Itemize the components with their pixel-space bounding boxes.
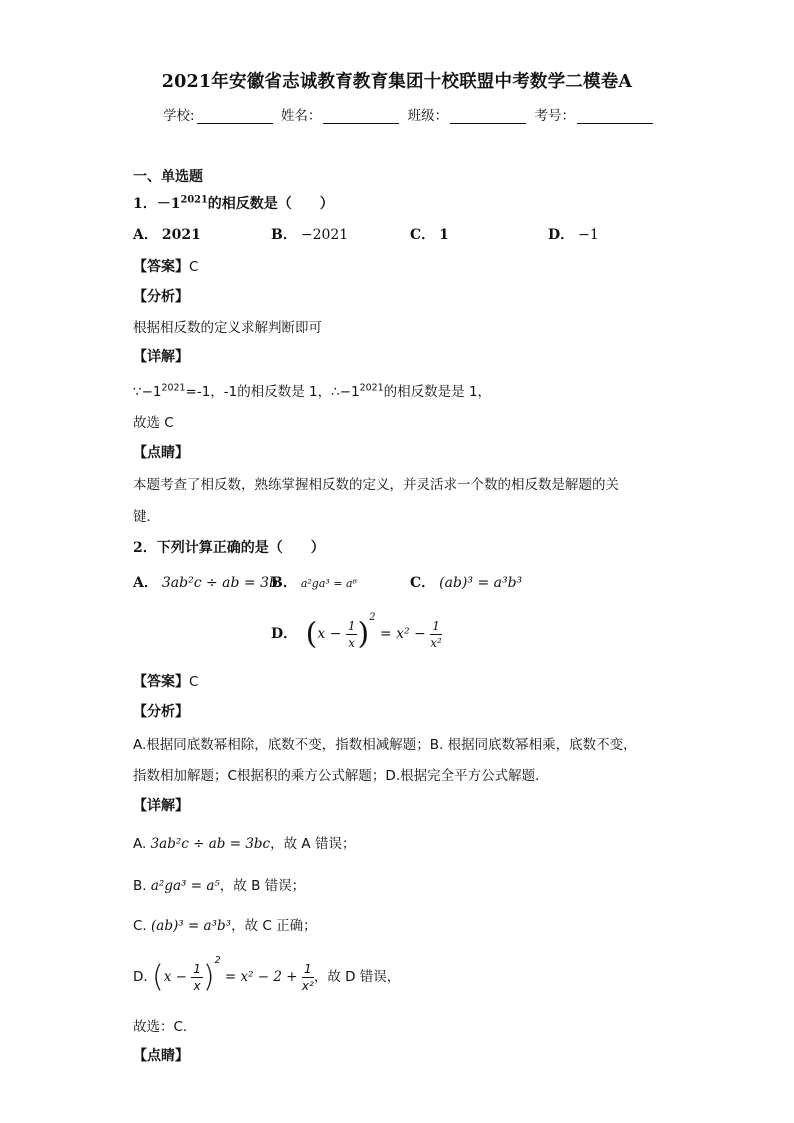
section-heading: 一、单选题 <box>133 169 203 185</box>
denominator: x <box>348 635 356 650</box>
q2-analysis-line-2: 指数相加解题；C根据积的乘方公式解题；D.根据完全平方公式解题． <box>133 768 549 784</box>
stem-exponent: 2021 <box>180 194 208 206</box>
q1-comment-line-2: 键． <box>133 509 160 525</box>
numerator: 1 <box>302 961 314 978</box>
detail-part: =-1，-1的相反数是 1，∴−1 <box>185 384 360 400</box>
name-blank[interactable] <box>323 109 399 124</box>
q2-detail-b <box>133 874 305 894</box>
option-math: 3ab²c ÷ ab = 3b <box>161 575 278 591</box>
class-label: 班级： <box>407 108 449 124</box>
detail-label: C. <box>133 918 147 934</box>
q1-choose: 故选 C <box>133 415 174 431</box>
detail-label: B. <box>133 878 147 894</box>
name-label: 姓名： <box>280 108 322 124</box>
denominator: x² <box>301 978 314 993</box>
detail-math: = x² − 2 + <box>224 969 298 985</box>
answer-tag: 【答案】 <box>133 674 189 690</box>
paren-close: ) <box>357 616 370 652</box>
denominator: x² <box>430 635 442 650</box>
option-math: = x² − <box>379 626 426 642</box>
option-label: B． <box>271 227 297 243</box>
question-number: 2． <box>133 540 157 556</box>
question-1-stem <box>133 193 334 213</box>
detail-math: x − <box>163 969 187 985</box>
paren-open: ( <box>151 959 164 995</box>
denominator: x <box>193 978 201 993</box>
q2-analysis-line-1: A.根据同底数幂相除，底数不变，指数相减解题；B. 根据同底数幂相乘，底数不变， <box>133 737 637 753</box>
q1-comment-line-1: 本题考查了相反数，熟练掌握相反数的定义，并灵活求一个数的相反数是解题的关 <box>133 477 619 493</box>
q2-analysis-tag: 【分析】 <box>133 704 189 720</box>
q2-detail-tag: 【详解】 <box>133 798 189 814</box>
option-label: D． <box>271 626 298 642</box>
option-label: C． <box>410 227 436 243</box>
numerator: 1 <box>432 618 440 633</box>
fraction <box>302 961 314 994</box>
detail-math: (ab)³ = a³b³ <box>151 918 232 934</box>
option-math: a²ga³ = a⁶ <box>300 577 357 590</box>
q1-answer <box>133 256 198 276</box>
detail-label: A. <box>133 836 147 852</box>
detail-text: ，故 C 正确； <box>231 918 317 934</box>
option-label: C． <box>410 575 436 591</box>
detail-math: 3ab²c ÷ ab = 3bc <box>150 836 271 852</box>
fraction <box>430 618 442 651</box>
detail-part: 的相反数是是 1， <box>383 384 492 400</box>
detail-text: ，故 B 错误； <box>219 878 306 894</box>
exam-no-label: 考号： <box>534 108 575 124</box>
q1-detail-tag: 【详解】 <box>133 349 189 365</box>
detail-text: ，故 A 错误； <box>270 836 356 852</box>
option-value: −1 <box>578 227 599 243</box>
option-label: A． <box>133 227 158 243</box>
option-math: (ab)³ = a³b³ <box>439 575 523 591</box>
q2-detail-d: D. (x − $\frac{1}{x}$ )$^2$ = x² − 2 + $\frac{1}{\text{x²}}$ ，故 D 错误， <box>133 955 401 995</box>
question-number: 1． <box>133 196 157 212</box>
school-label: 学校: <box>163 108 195 124</box>
exam-no-blank[interactable] <box>577 109 653 124</box>
option-value: 1 <box>439 227 449 243</box>
paren-open: ( <box>305 616 318 652</box>
q1-analysis-tag: 【分析】 <box>133 289 189 305</box>
class-blank[interactable] <box>450 109 526 124</box>
q1-option-c <box>410 224 453 244</box>
page-title: 2021年安徽省志诚教育教育集团十校联盟中考数学二模卷A <box>161 72 633 92</box>
detail-exponent: 2021 <box>161 382 186 394</box>
detail-part: ∵−1 <box>133 384 162 400</box>
numerator: 1 <box>193 961 201 976</box>
q2-choose: 故选：C． <box>133 1019 197 1035</box>
stem-text: 下列计算正确的是（ ） <box>156 540 325 556</box>
q2-detail-c <box>133 914 317 934</box>
fraction <box>346 618 358 651</box>
paren-close: ) <box>202 959 215 995</box>
option-label: B． <box>271 575 297 591</box>
detail-text: ，故 D 错误， <box>313 969 401 985</box>
student-info-line <box>163 104 657 124</box>
q1-analysis: 根据相反数的定义求解判断即可 <box>133 320 322 336</box>
option-label: A． <box>133 575 158 591</box>
option-label: D． <box>548 227 575 243</box>
answer-tag: 【答案】 <box>133 259 189 275</box>
fraction <box>191 961 203 994</box>
q1-option-b <box>271 224 348 244</box>
option-value: −2021 <box>300 227 349 243</box>
q2-option-d: D． (x − $\frac{1}{x}$ )$^2$ = x² − $\frac{1}{\text{x²}}$ <box>271 612 442 652</box>
answer-value: C <box>189 259 199 275</box>
option-value: 2021 <box>161 227 201 243</box>
q2-comment-tag: 【点睛】 <box>133 1048 189 1064</box>
q2-option-a <box>133 572 278 592</box>
numerator: 1 <box>347 618 356 633</box>
q1-detail <box>133 380 491 400</box>
stem-text: 的相反数是（ ） <box>207 196 334 212</box>
option-math: x − <box>317 626 342 642</box>
q1-option-d <box>548 224 599 244</box>
school-blank[interactable] <box>197 109 273 124</box>
detail-exponent: 2021 <box>359 382 384 394</box>
detail-math: a²ga³ = a⁵ <box>150 878 220 894</box>
q2-detail-a <box>133 832 355 852</box>
question-2-stem <box>133 537 325 557</box>
q2-option-c <box>410 572 522 592</box>
q2-option-b <box>271 572 357 592</box>
answer-value: C <box>189 674 199 690</box>
stem-math: －1 <box>156 196 181 212</box>
detail-label: D. <box>133 969 148 985</box>
q1-comment-tag: 【点睛】 <box>133 445 189 461</box>
q2-answer <box>133 671 198 691</box>
q1-option-a <box>133 224 205 244</box>
